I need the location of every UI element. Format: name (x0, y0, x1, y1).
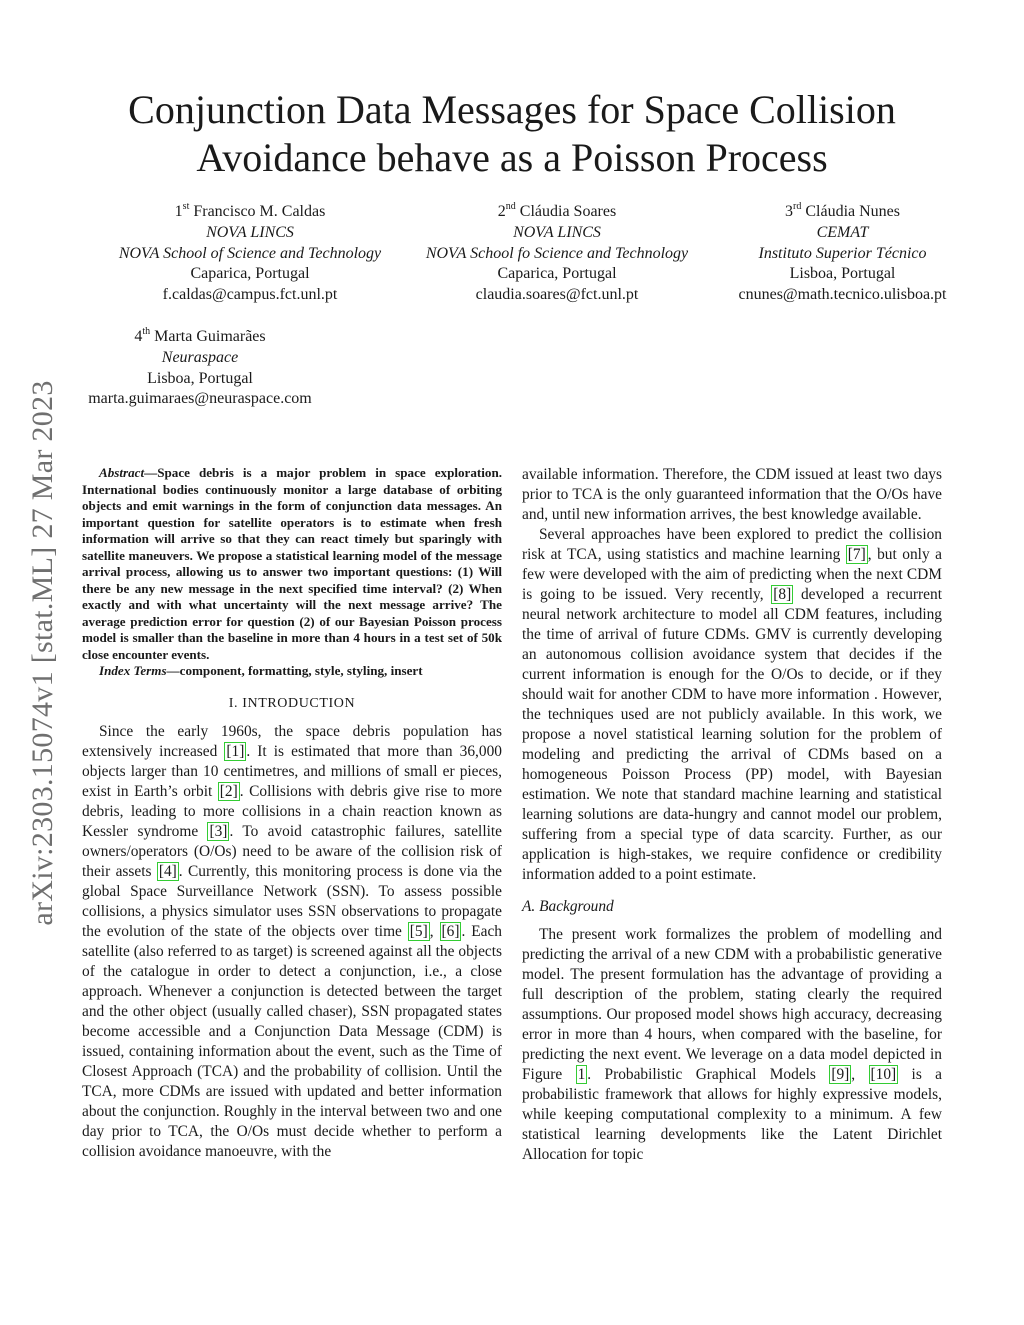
author-email[interactable]: f.caldas@campus.fct.unl.pt (162, 286, 338, 304)
author-1 (95, 202, 405, 306)
author-name-line: 1st Francisco M. Caldas (174, 201, 326, 220)
author-2 (402, 202, 712, 306)
arxiv-identifier: arXiv:2303.15074v1 [stat.ML] 27 Mar 2023 (26, 379, 59, 926)
intro-paragraph-3: Several approaches have been explored to predict the collision risk at TCA, using statistics and machine learning [7] , but only a few were developed with the aim of predicting when the next CDM is going to be issued. Very recently, [8] developed a recurrent neural network architecture to model all CDM features, including the time of arrival of future CDMs. GMV is currently developing an autonomous collision avoidance system that decides if the current information is enough for the O/Os to decide, or if they should wait for another CDM to have more information . However, the techniques used are not publicly available. In this work, we propose a novel statistical learning solution for the problem of modeling and predicting the arrival of CDMs based on a homogeneous Poisson Process (PP) model, with Bayesian estimation. We note that standard machine learning and statistical learning solutions are data-hungry and cannot model our problem, suffering from a special type of data scarcity. Further, as our application is high-stakes, we require confidence or credibility information added to a point estimate. (522, 526, 942, 883)
citation-link[interactable]: [1] (226, 742, 245, 760)
citation-link[interactable]: [3] (209, 822, 228, 840)
citation-link[interactable]: [5] (409, 922, 428, 940)
citation-link[interactable]: [4] (158, 862, 177, 880)
index-terms-text: —component, formatting, style, styling, insert (166, 663, 423, 678)
citation-link[interactable]: [8] (773, 586, 792, 603)
author-city: Lisboa, Portugal (789, 265, 896, 283)
author-name-line: 2nd Cláudia Soares (497, 201, 617, 220)
citation-link[interactable]: [9] (831, 1066, 850, 1083)
author-email[interactable]: marta.guimaraes@neuraspace.com (88, 390, 312, 408)
author-name: Marta Guimarães (154, 328, 266, 345)
abstract-text: —Space debris is a major problem in space exploration. International bodies continuously monitor a large database of orbiting objects and emit warnings in the form of conjunction data messages. An important question for satellite operators is to estimate when fresh information will arrive so that they can react timely but sparingly with satellite maneuvers. We propose a statistical learning model of the message arrival process, allowing us to answer two important questions: (1) Will there be any new message in the next specified time interval? (2) When exactly and with what uncertainty will the next message arrive? The average prediction error for question (2) of our Bayesian Poisson process model is smaller than the baseline in more than 4 hours in a test set of 50k close encounter events. (82, 465, 502, 662)
author-org: Neuraspace (161, 348, 239, 366)
arxiv-sidebar (22, 345, 64, 960)
author-dept: NOVA School of Science and Technology (118, 244, 382, 262)
right-column (522, 465, 942, 1165)
author-dept: NOVA School fo Science and Technology (425, 244, 689, 262)
author-name: Francisco M. Caldas (193, 203, 326, 220)
paper-title (90, 86, 934, 182)
citation-link[interactable]: [10] (870, 1066, 897, 1083)
author-3 (710, 202, 975, 306)
subsection-heading-background: A. Background (522, 898, 614, 915)
author-org: NOVA LINCS (206, 223, 294, 241)
title-line-1: Conjunction Data Messages for Space Collision (128, 87, 896, 132)
citation-link[interactable]: [6] (441, 922, 460, 940)
author-name-line: 3rd Cláudia Nunes (785, 201, 900, 220)
author-email[interactable]: cnunes@math.tecnico.ulisboa.pt (738, 286, 947, 304)
author-name: Cláudia Soares (519, 203, 617, 220)
author-email[interactable]: claudia.soares@fct.unl.pt (475, 286, 639, 304)
author-city: Caparica, Portugal (190, 265, 310, 283)
abstract-label: Abstract (99, 465, 145, 480)
author-name: Cláudia Nunes (805, 203, 900, 220)
author-name-line: 4th Marta Guimarães (134, 326, 266, 345)
left-column (82, 465, 502, 1162)
author-org: NOVA LINCS (513, 223, 601, 241)
figure-link[interactable]: 1 (577, 1066, 586, 1083)
abstract (82, 465, 502, 663)
author-dept: Instituto Superior Técnico (758, 244, 927, 262)
author-city: Caparica, Portugal (497, 265, 617, 283)
section-heading-introduction: I. INTRODUCTION (228, 695, 356, 711)
citation-link[interactable]: [2] (219, 782, 238, 800)
author-city: Lisboa, Portugal (147, 369, 253, 387)
author-org: CEMAT (816, 223, 869, 241)
index-terms (82, 663, 502, 680)
intro-paragraph-1: Since the early 1960s, the space debris population has extensively increased [1] . It is estimated that more than 36,000 objects larger than 10 centimetres, and millions of small er pieces, exist in Earth’s orbit [2] . Collisions with debris give rise to more debris, leading to more collisions in a chain reaction known as Kessler syndrome [3] . To avoid catastrophic failures, satellite owners/operators (O/Os) need to be aware of the collision risk of their assets [4] . Currently, this monitoring process is done via the global Space Surveillance Network (SSN). To assess possible collisions, a physics simulator uses SSN observations to propagate the evolution of the state of the objects over time [5] , [6] . Each satellite (also referred to as target) is screened against all the objects of the catalogue in order to detect a conjunction, i.e., a close approach. Whenever a conjunction is detected between the target and the other object (usually called chaser), SSN propagated states become accessible and a Conjunction Data Message (CDM) is issued, containing information about the event, such as the Time of Closest Approach (TCA) and the probability of collision. Until the TCA, more CDMs are issued with updated and better information about the conjunction. Roughly in the interval between two and one day prior to TCA, the O/Os must decide whether to perform a collision avoidance manoeuvre, with the (82, 722, 502, 1160)
citation-link[interactable]: [7] (847, 546, 866, 563)
author-4 (75, 327, 325, 410)
background-paragraph-1: The present work formalizes the problem of modelling and predicting the arrival of a new CDM with a probabilistic generative model. The present formulation has the advantage of providing a full description of the problem, stating clearly the required assumptions. Our proposed model shows high accuracy, decreasing error in more than 4 hours, when compared with the baseline, for predicting the next event. We leverage on a data model depicted in Figure 1 . Probabilistic Graphical Models [9] , [10] is a probabilistic framework that allows for highly expressive models, while keeping computational complexity to a minimum. A few statistical learning developments like the Latent Dirichlet Allocation for topic (522, 926, 943, 1163)
title-line-2: Avoidance behave as a Poisson Process (196, 135, 828, 180)
index-terms-label: Index Terms (99, 663, 167, 678)
intro-paragraph-2: available information. Therefore, the CDM issued at least two days prior to TCA is the only guaranteed information that the O/Os have and, until new information arrives, the best knowledge available. (522, 466, 942, 523)
